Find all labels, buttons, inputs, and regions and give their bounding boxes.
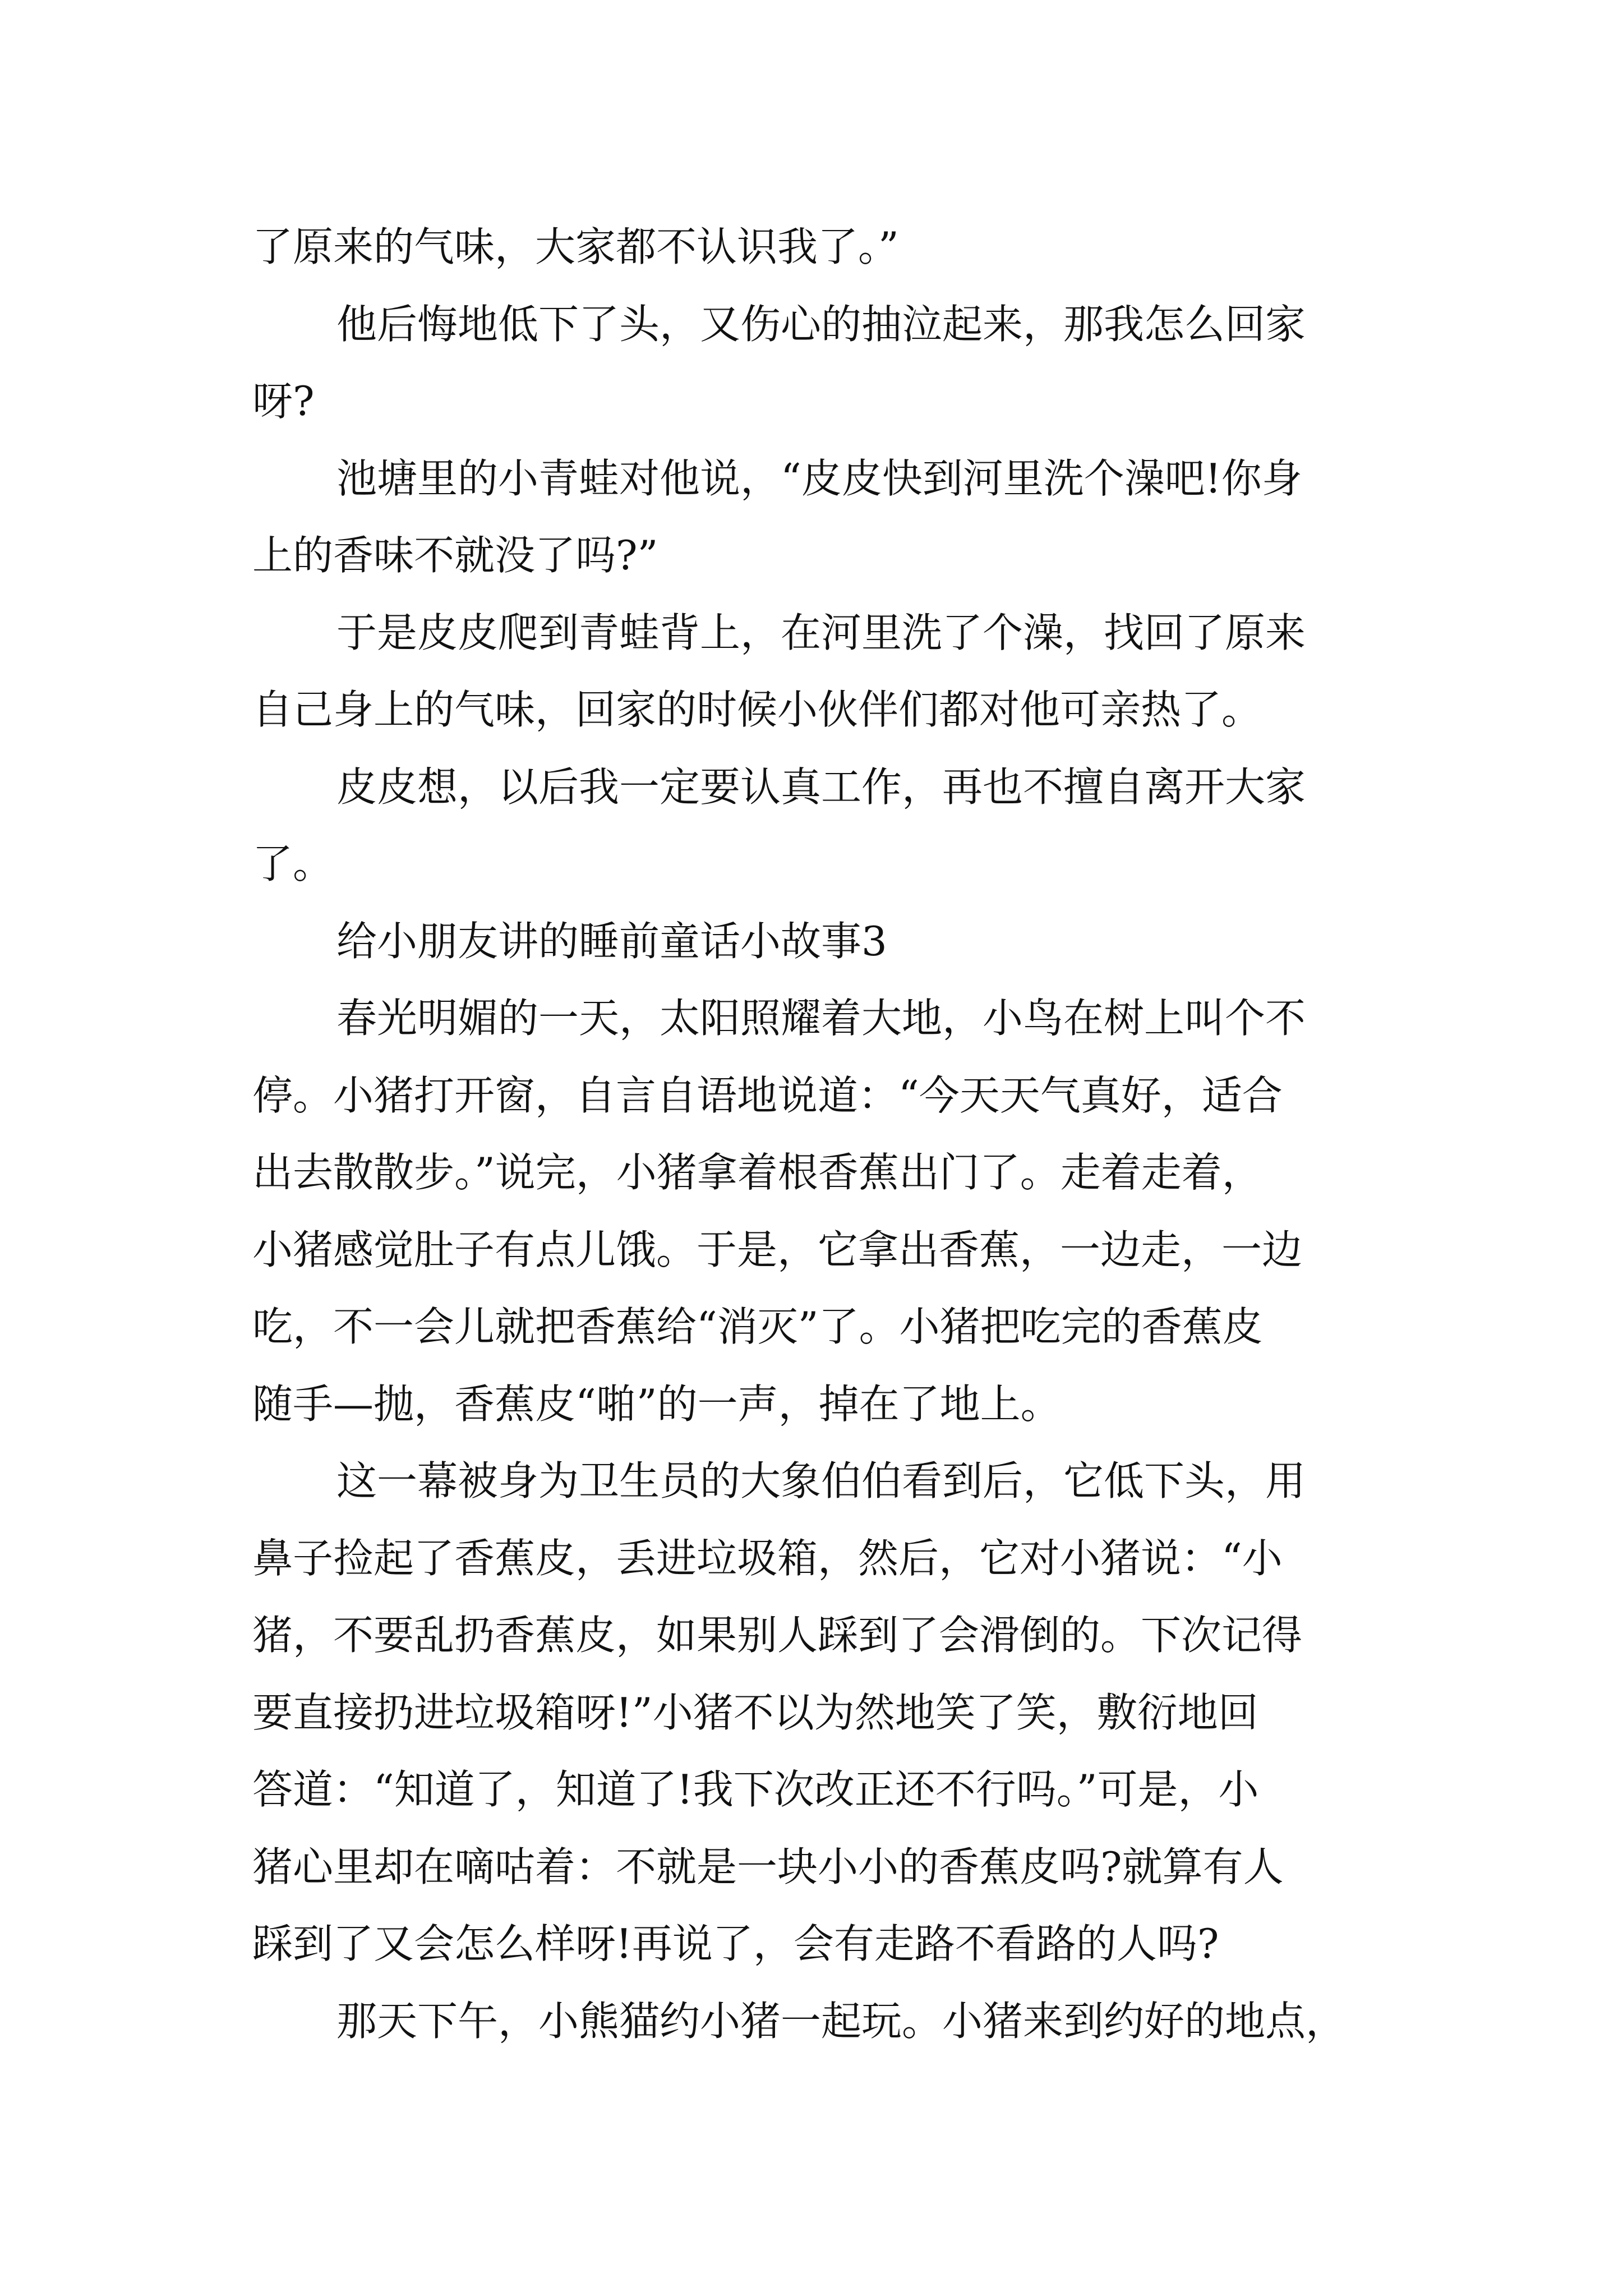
text-line: 要直接扔进垃圾箱呀!”小猪不以为然地笑了笑，敷衍地回 <box>252 1688 1258 1736</box>
text-line: 吃，不一会儿就把香蕉给“消灭”了。小猪把吃完的香蕉皮 <box>252 1303 1263 1350</box>
text-line: 了。 <box>252 840 334 887</box>
text-line: 那天下午，小熊猫约小猪一起玩。小猪来到约好的地点， <box>336 1997 1347 2045</box>
text-line: 池塘里的小青蛙对他说，“皮皮快到河里洗个澡吧!你身 <box>336 454 1302 502</box>
text-line: 呀? <box>252 378 315 425</box>
text-line: 鼻子捡起了香蕉皮，丢进垃圾箱，然后，它对小猪说：“小 <box>252 1534 1283 1582</box>
text-line: 了原来的气味，大家都不认识我了。” <box>252 223 899 270</box>
text-line: 上的香味不就没了吗?” <box>252 532 658 579</box>
story-text <box>252 209 1380 2060</box>
text-line: 出去散散步。”说完，小猪拿着根香蕉出门了。走着走着， <box>252 1149 1262 1196</box>
text-line: 猪心里却在嘀咕着：不就是一块小小的香蕉皮吗?就算有人 <box>252 1843 1284 1890</box>
text-line: 他后悔地低下了头，又伤心的抽泣起来，那我怎么回家 <box>336 300 1306 348</box>
text-line: 踩到了又会怎么样呀!再说了，会有走路不看路的人吗? <box>252 1920 1219 1967</box>
text-line: 皮皮想，以后我一定要认真工作，再也不擅自离开大家 <box>336 763 1306 811</box>
text-line: 于是皮皮爬到青蛙背上，在河里洗了个澡，找回了原来 <box>336 609 1306 656</box>
text-line: 自己身上的气味，回家的时候小伙伴们都对他可亲热了。 <box>252 686 1262 733</box>
story-heading: 给小朋友讲的睡前童话小故事3 <box>336 917 887 965</box>
text-line: 停。小猪打开窗，自言自语地说道：“今天天气真好，适合 <box>252 1071 1283 1119</box>
text-line: 小猪感觉肚子有点儿饿。于是，它拿出香蕉，一边走，一边 <box>252 1226 1303 1273</box>
text-line: 春光明媚的一天，太阳照耀着大地，小鸟在树上叫个不 <box>336 995 1306 1042</box>
text-line: 猪，不要乱扔香蕉皮，如果别人踩到了会滑倒的。下次记得 <box>252 1612 1303 1659</box>
text-line: 随手—抛，香蕉皮“啪”的一声，掉在了地上。 <box>252 1380 1061 1428</box>
text-line: 这一幕被身为卫生员的大象伯伯看到后，它低下头，用 <box>336 1457 1306 1504</box>
text-line: 答道：“知道了，知道了!我下次改正还不行吗。”可是，小 <box>252 1766 1259 1813</box>
